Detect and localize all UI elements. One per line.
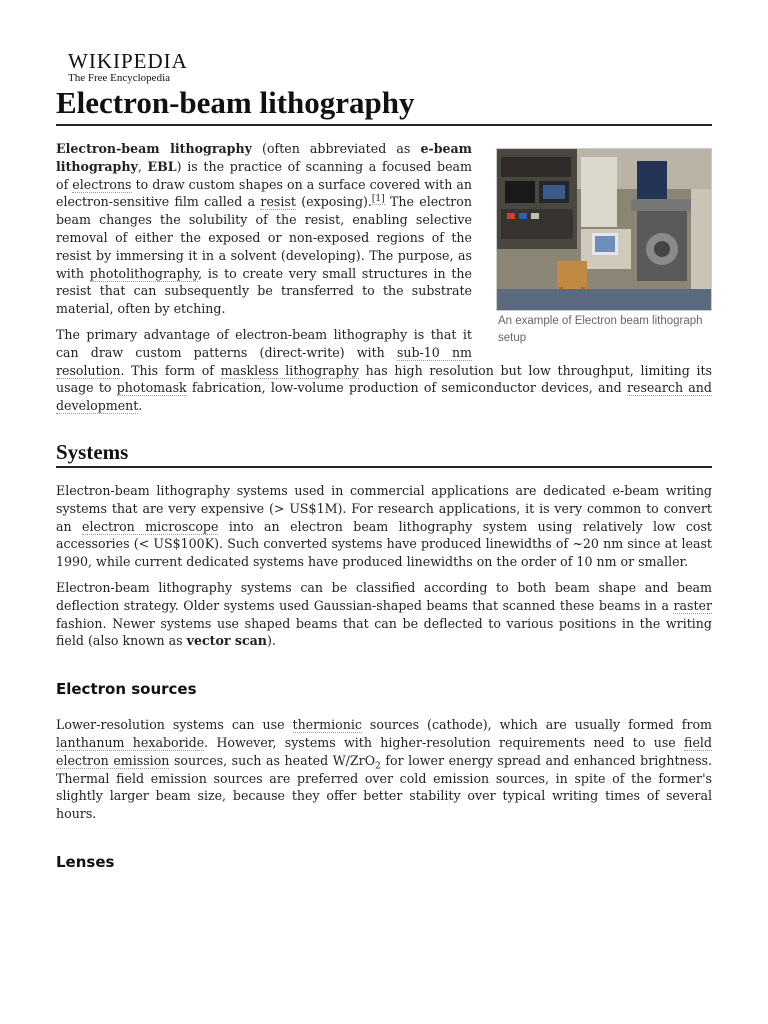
link-research-and-development[interactable]: research and development — [56, 380, 712, 414]
link-photomask[interactable]: photomask — [116, 380, 187, 396]
wikipedia-logo[interactable] — [68, 50, 188, 84]
systems-paragraph-2: Electron-beam lithography systems can be classified according to both beam shape and beam deflection strategy. Older systems used Gaussian-shaped beams that scanned these beams in a raster fashion. Newer systems use shaped beams that can be deflected to various positions in the writing field (also known as vector scan). — [56, 579, 712, 649]
logo-tagline: The Free Encyclopedia — [68, 72, 171, 84]
section-heading-systems: Systems — [56, 439, 712, 468]
electron-sources-paragraph: Lower-resolution systems can use thermionic sources (cathode), which are usually formed from lanthanum hexaboride. However, systems with higher-resolution requirements need to use field electron emission sources, such as heated W/ZrO$_2$ for lower energy spread and enhanced brightness. Thermal field emission sources are preferred over cold emission sources, in spite of the former's slightly larger beam size, because they offer better stability over typical writing times of several hours. — [56, 717, 713, 822]
link-thermionic[interactable]: thermionic — [292, 717, 362, 733]
intro-paragraph-2: The primary advantage of electron-beam lithography is that it can draw custom patterns (direct-write) with sub-10 nm resolution. This form of maskless lithography has high resolution but low throughput, limiting its usage to photomask fabrication, low-volume production of semiconductor devices, and research and development. — [56, 326, 712, 414]
link-resist[interactable]: resist — [260, 194, 296, 210]
lithograph-setup-image[interactable] — [496, 148, 712, 311]
intro-paragraph-1: Electron-beam lithography (often abbreviated as e-beam lithography, EBL) is the practice of scanning a focused beam of electrons to draw custom shapes on a surface covered with an electron-sensitive film called a resist (exposing).[1] The electron beam changes the solubility of the resist, enabling selective removal of either the exposed or non-exposed regions of the resist by immersing it in a solvent (developing). The purpose, as with photolithography, is to create very small structures in the resist that can subsequently be transferred to the substrate material, often by etching. — [56, 141, 473, 317]
figure — [496, 148, 712, 347]
link-field-electron-emission[interactable]: field electron emission — [56, 734, 712, 768]
logo-wordmark: WIKIPEDIA — [68, 49, 188, 73]
subsection-heading-electron-sources: Electron sources — [56, 680, 197, 699]
link-photolithography[interactable]: photolithography — [89, 265, 199, 281]
article-content — [56, 140, 712, 889]
systems-paragraph-1: Electron-beam lithography systems used in commercial applications are dedicated e-beam writing systems that are very expensive (> US$1M). For research applications, it is very common to convert an electron microscope into an electron beam lithography system using relatively low cost accessories (< US$100K). Such converted systems have produced linewidths of ~20 nm since at least 1990, while current dedicated systems have produced linewidths on the order of 10 nm or smaller. — [56, 482, 712, 570]
link-sub-10-nm-resolution[interactable]: sub-10 nm resolution — [56, 344, 472, 378]
link-maskless-lithography[interactable]: maskless lithography — [220, 362, 359, 378]
link-raster[interactable]: raster — [673, 597, 712, 613]
link-electrons[interactable]: electrons — [72, 176, 132, 192]
reference-1[interactable]: [1] — [371, 194, 385, 205]
link-electron-microscope[interactable]: electron microscope — [82, 518, 219, 534]
link-lanthanum-hexaboride[interactable]: lanthanum hexaboride — [56, 734, 205, 750]
figure-caption: An example of Electron beam lithograph setup — [498, 315, 703, 344]
subsection-heading-lenses: Lenses — [56, 852, 115, 871]
page-title: Electron-beam lithography — [56, 82, 712, 126]
